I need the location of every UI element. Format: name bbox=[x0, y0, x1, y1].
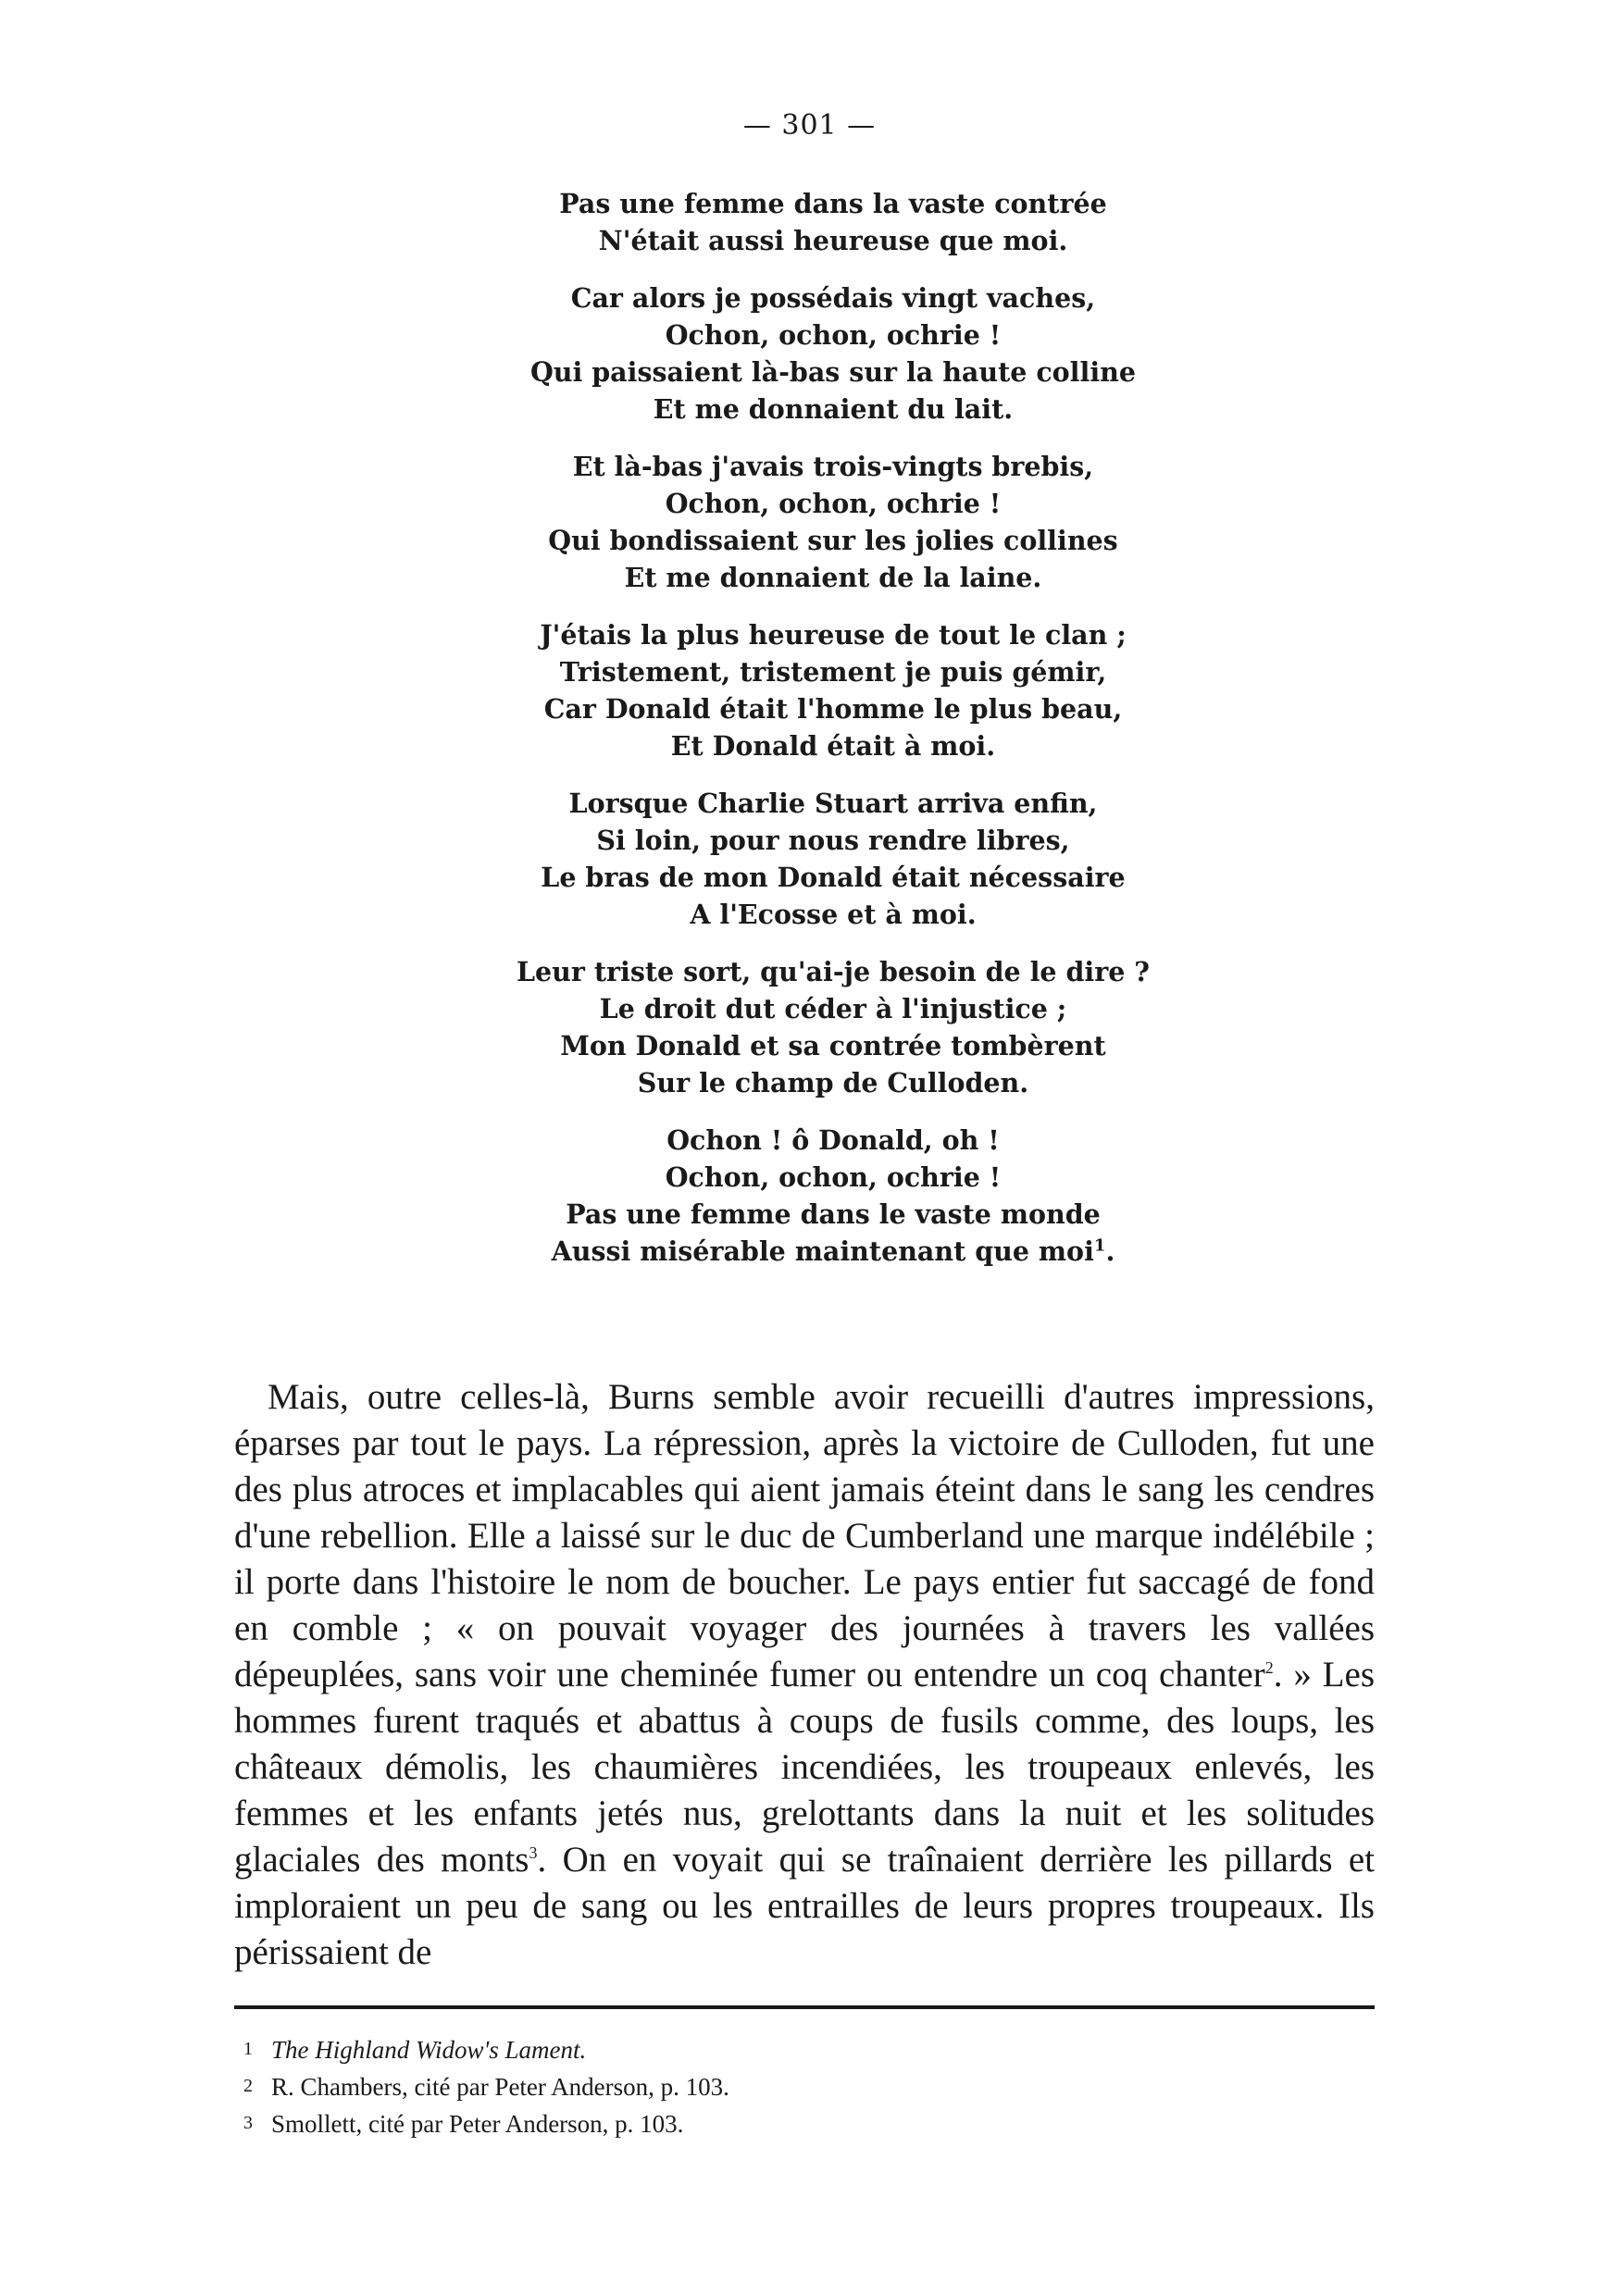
poem-line: Ochon ! ô Donald, oh ! bbox=[666, 1124, 1000, 1156]
poem-line: Ochon, ochon, ochrie ! bbox=[665, 1161, 1002, 1193]
body-paragraph bbox=[234, 1374, 1375, 1976]
poem-line: Pas une femme dans le vaste monde bbox=[566, 1198, 1101, 1230]
footnote-text: Smollett, cité par Peter Anderson, p. 103. bbox=[271, 2110, 684, 2138]
poem-line: N'était aussi heureuse que moi. bbox=[598, 225, 1068, 256]
footnote-1 bbox=[243, 2031, 1354, 2068]
paragraph-text-1: Mais, outre celles-là, Burns semble avoir recueilli d'autres impressions, éparses par tout le pays. La répression, après la victoire de Culloden, fut une des plus atroces et implacables qui aient jamais éteint dans le sang les cendres d'une rebellion. Elle a laissé sur le duc de Cumberland une marque indélébile ; il porte dans l'histoire le nom de boucher. Le pays entier fut saccagé de fond en comble ; « on pouvait voyager des journées à travers les vallées dépeuplées, sans voir une cheminée fumer ou entendre un coq chanter bbox=[234, 1377, 1375, 1694]
poem-stanza-3 bbox=[463, 448, 1203, 596]
poem-line: Le droit dut céder à l'injustice ; bbox=[599, 993, 1067, 1024]
poem-line: Et me donnaient du lait. bbox=[653, 393, 1014, 425]
footnote-divider bbox=[234, 2005, 1375, 2009]
page-number: — 301 — bbox=[742, 109, 877, 142]
poem-line: Lorsque Charlie Stuart arriva enfin, bbox=[568, 788, 1098, 819]
poem-line: Leur triste sort, qu'ai-je besoin de le dire ? bbox=[516, 956, 1150, 987]
footnote-ref-1[interactable]: 1 bbox=[1093, 1235, 1106, 1256]
poem-line: Mon Donald et sa contrée tombèrent bbox=[560, 1030, 1106, 1061]
footnote-number: 3 bbox=[243, 2113, 253, 2133]
poem-line: Sur le champ de Culloden. bbox=[637, 1067, 1029, 1098]
poem-stanza-7 bbox=[463, 1122, 1203, 1270]
poem-final-punct: . bbox=[1105, 1235, 1115, 1267]
footnote-text: The Highland Widow's Lament. bbox=[271, 2036, 587, 2064]
poem-line: Qui bondissaient sur les jolies collines bbox=[548, 525, 1118, 556]
poem-line: Ochon, ochon, ochrie ! bbox=[665, 488, 1002, 519]
poem-line: Le bras de mon Donald était nécessaire bbox=[541, 862, 1126, 893]
poem-line: Tristement, tristement je puis gémir, bbox=[559, 656, 1107, 688]
footnote-3 bbox=[243, 2105, 1354, 2142]
poem-line: Car alors je possédais vingt vaches, bbox=[570, 282, 1096, 314]
poem-line: Si loin, pour nous rendre libres, bbox=[596, 825, 1070, 856]
footnote-text: R. Chambers, cité par Peter Anderson, p. 103. bbox=[271, 2073, 729, 2101]
footnote-number: 2 bbox=[243, 2076, 253, 2096]
footnote-ref-3[interactable]: 3 bbox=[529, 1843, 538, 1862]
footnote-2 bbox=[243, 2068, 1354, 2105]
paragraph-text-3: . On en voyait qui se traînaient derrière les pillards et imploraient un peu de sang ou les entrailles de leurs propres troupeaux. Ils périssaient de bbox=[234, 1840, 1376, 1972]
poem-line: Car Donald était l'homme le plus beau, bbox=[543, 693, 1123, 725]
poem-stanza-5 bbox=[463, 785, 1203, 933]
poem-line: Et Donald était à moi. bbox=[670, 730, 996, 762]
poem-stanza-2 bbox=[463, 279, 1203, 428]
poem-stanza-6 bbox=[463, 953, 1203, 1101]
footnotes bbox=[243, 2031, 1354, 2142]
poem bbox=[463, 185, 1203, 1290]
poem-line-text: Aussi misérable maintenant que moi bbox=[551, 1235, 1094, 1267]
poem-line: J'étais la plus heureuse de tout le clan ; bbox=[540, 619, 1127, 651]
poem-stanza-1 bbox=[463, 185, 1203, 259]
footnote-ref-2[interactable]: 2 bbox=[1264, 1658, 1274, 1677]
poem-last-line bbox=[463, 1233, 1203, 1270]
paragraph-text-2: . » Les hommes furent traqués et abattus à coups de fusils comme, des loups, les châteaux démolis, les chaumières incendiées, les troupeaux enlevés, les femmes et les enfants jetés nus, grelottants dans la nuit et les solitudes glaciales des monts bbox=[234, 1655, 1375, 1880]
poem-line: Et là-bas j'avais trois-vingts brebis, bbox=[572, 451, 1094, 482]
poem-stanza-4 bbox=[463, 616, 1203, 764]
poem-line: Et me donnaient de la laine. bbox=[624, 562, 1042, 593]
poem-line: Ochon, ochon, ochrie ! bbox=[665, 319, 1002, 351]
poem-line: Pas une femme dans la vaste contrée bbox=[559, 188, 1107, 219]
footnote-number: 1 bbox=[243, 2039, 253, 2059]
poem-line: A l'Ecosse et à moi. bbox=[690, 899, 977, 930]
poem-line: Qui paissaient là-bas sur la haute colline bbox=[529, 356, 1137, 388]
